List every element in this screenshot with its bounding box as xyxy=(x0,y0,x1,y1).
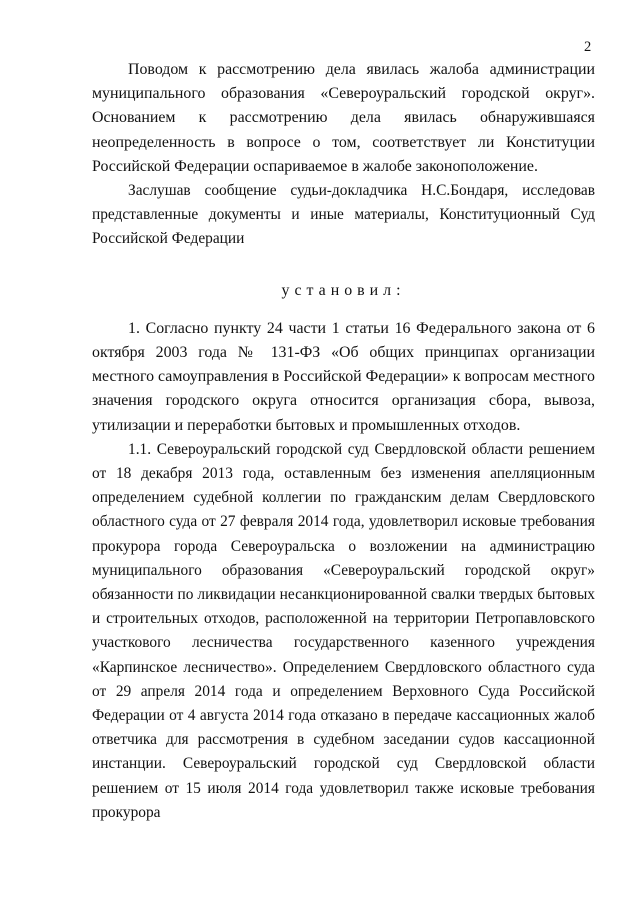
paragraph-1-1: 1.1. Североуральский городской суд Свердловской области решением от 18 декабря 2013 года, оставленным без изменения апелляционным определением судебной коллегии по гражданским делам Свердловского областного суда от 27 февраля 2014 года, удовлетворил исковые требования прокурора города Североуральска о возложении на администрацию муниципального образования «Североуральский городской округ» обязанности по ликвидации несанкционированной свалки твердых бытовых и строительных отходов, расположенной на территории Петропавловского участкового лесничества государственного казенного учреждения «Карпинское лесничество». Определением Свердловского областного суда от 29 апреля 2014 года и определением Верховного Суда Российской Федерации от 4 августа 2014 года отказано в передаче кассационных жалоб ответчика для рассмотрения в судебном заседании судов кассационной инстанции. Североуральский городской суд Свердловской области решением от 15 июля 2014 года удовлетворил также исковые требования прокурора xyxy=(92,440,595,821)
paragraph-hearing: Заслушав сообщение судьи-докладчика Н.С.Бондаря, исследовав представленные документы и иные материалы, Конституционный Суд Российской Федерации xyxy=(92,182,595,248)
section-heading: установил: xyxy=(281,281,406,299)
paragraph-grounds: Поводом к рассмотрению дела явилась жалоба администрации муниципального образования «Североуральский городской округ». Основанием к рассмотрению дела явилась обнаружившаяся неопределенность в вопросе о том, соответствует ли Конституции Российской Федерации оспариваемое в жалобе законоположение. xyxy=(92,61,595,175)
page-number: 2 xyxy=(584,39,592,55)
document-body xyxy=(92,58,595,825)
paragraph-1: 1. Согласно пункту 24 части 1 статьи 16 Федерального закона от 6 октября 2003 года № 131-ФЗ «Об общих принципах организации местного самоуправления в Российской Федерации» к вопросам местного значения городского округа относится организация сбора, вывоза, утилизации и переработки бытовых и промышленных отходов. xyxy=(92,319,595,434)
